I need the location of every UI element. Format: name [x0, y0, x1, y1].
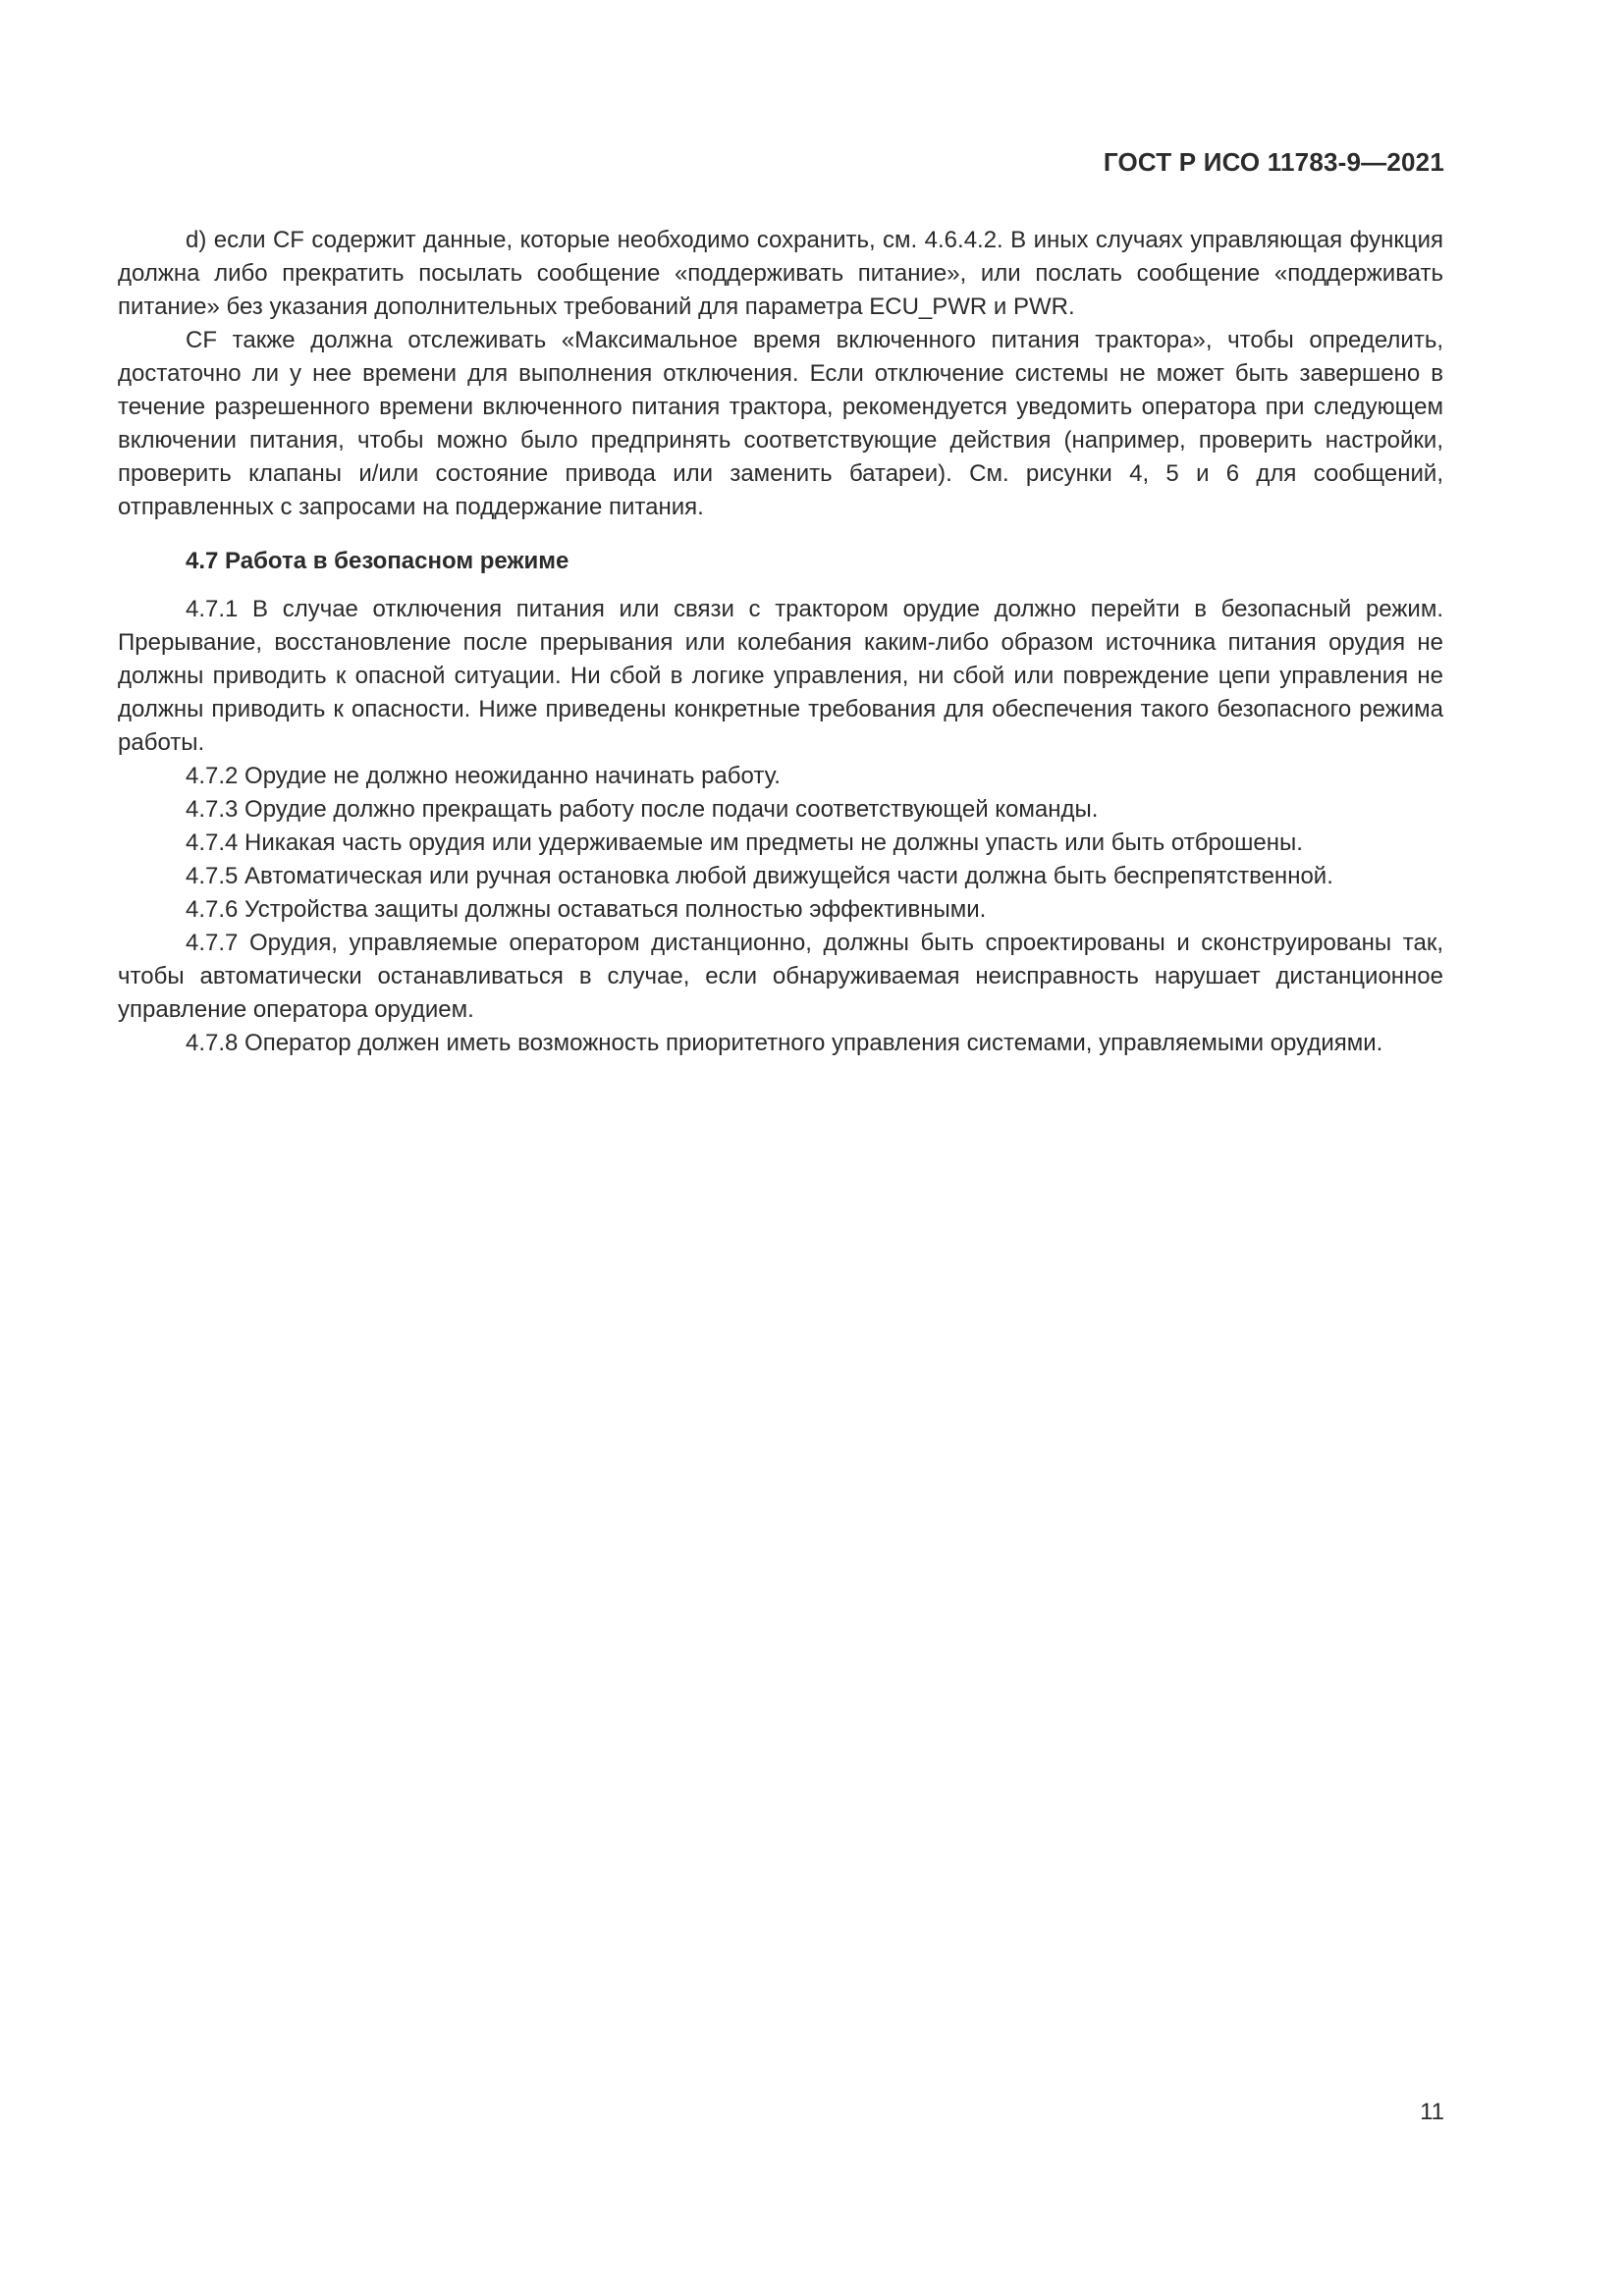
document-header-id: ГОСТ Р ИСО 11783-9—2021 — [1103, 147, 1444, 177]
clause-4-7-4: 4.7.4 Никакая часть орудия или удерживаемые им предметы не должны упасть или быть отброшены. — [186, 829, 1303, 856]
paragraph-d-item: d) если CF содержит данные, которые необходимо сохранить, см. 4.6.4.2. В иных случаях управляющая функция должна либо прекратить посылать сообщение «поддерживать питание», или послать сообщение «поддерживать питание» без указания дополнительных требований для параметра ECU_PWR и PWR. — [118, 227, 1443, 320]
clause-4-7-5: 4.7.5 Автоматическая или ручная остановка любой движущейся части должна быть беспрепятственной. — [186, 863, 1333, 889]
clause-4-7-8: 4.7.8 Оператор должен иметь возможность приоритетного управления системами, управляемыми орудиями. — [186, 1030, 1383, 1056]
clause-4-7-1: 4.7.1 В случае отключения питания или связи с трактором орудие должно перейти в безопасный режим. Прерывание, восстановление после прерывания или колебания каким-либо образом источника питания орудия не должны приводить к опасной ситуации. Ни сбой в логике управления, ни сбой или повреждение цепи управления не должны приводить к опасности. Ниже приведены конкретные требования для обеспечения такого безопасного режима работы. — [118, 596, 1443, 756]
clause-4-7-2: 4.7.2 Орудие не должно неожиданно начинать работу. — [186, 763, 781, 789]
paragraph-cf-tracking: CF также должна отслеживать «Максимальное время включенного питания трактора», чтобы определить, достаточно ли у нее времени для выполнения отключения. Если отключение системы не может быть завершено в течение разрешенного времени включенного питания трактора, рекомендуется уведомить оператора при следующем включении питания, чтобы можно было предпринять соответствующие действия (например, проверить настройки, проверить клапаны и/или состояние привода или заменить батареи). См. рисунки 4, 5 и 6 для сообщений, отправленных с запросами на поддержание питания. — [118, 327, 1443, 520]
clause-4-7-6: 4.7.6 Устройства защиты должны оставаться полностью эффективными. — [186, 896, 987, 923]
section-heading-4-7: 4.7 Работа в безопасном режиме — [186, 548, 569, 574]
clause-4-7-3: 4.7.3 Орудие должно прекращать работу после подачи соответствующей команды. — [186, 796, 1099, 823]
document-body — [118, 224, 1443, 1060]
clause-4-7-7: 4.7.7 Орудия, управляемые оператором дистанционно, должны быть спроектированы и сконструированы так, чтобы автоматически останавливаться в случае, если обнаруживаемая неисправность нарушает дистанционное управление оператора орудием. — [118, 930, 1443, 1023]
page-number: 11 — [1420, 2099, 1444, 2125]
